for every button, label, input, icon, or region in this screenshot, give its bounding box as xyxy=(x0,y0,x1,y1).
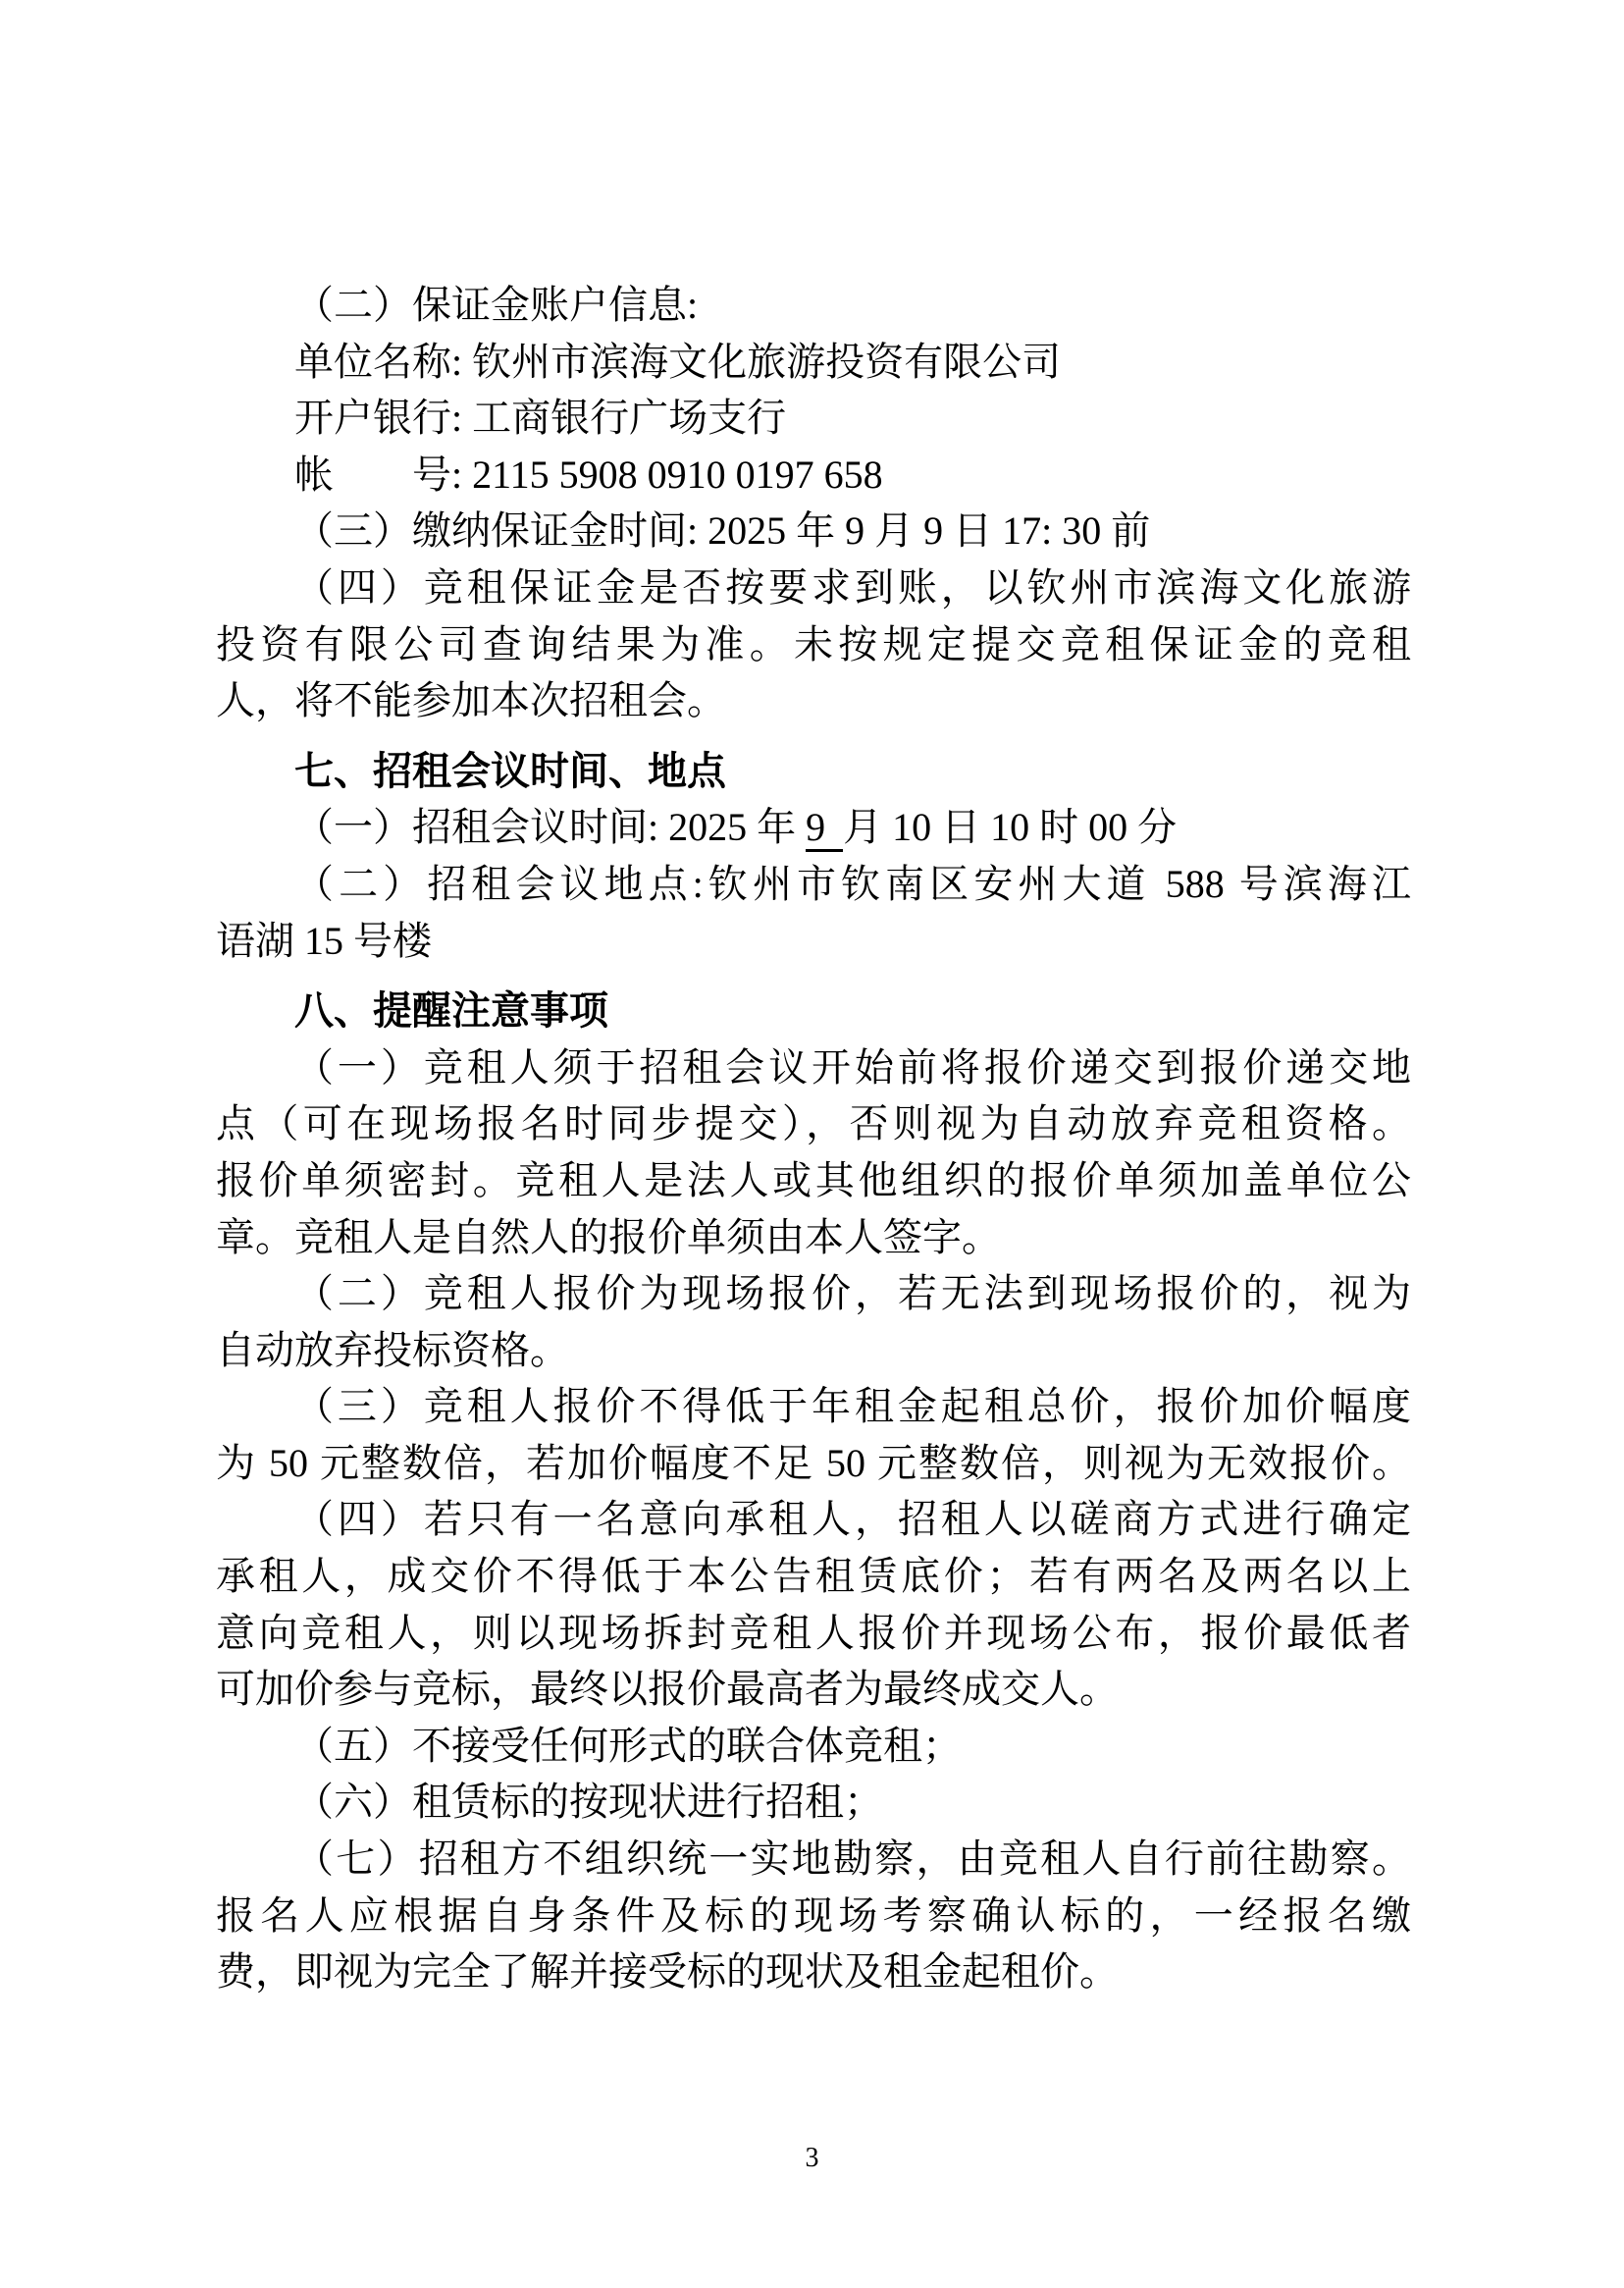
notice-item4-line-1: （四）若只有一名意向承租人，招租人以磋商方式进行确定 xyxy=(294,1497,1411,1542)
notice-item1-line-4: 章。竞租人是自然人的报价单须由本人签字。 xyxy=(216,1214,1001,1259)
notice-item5-line: （五）不接受任何形式的联合体竞租； xyxy=(294,1723,962,1768)
section8-heading: 八、提醒注意事项 xyxy=(294,988,608,1034)
page-number: 3 xyxy=(805,2143,819,2173)
notice-item4-line-3: 意向竞租人，则以现场拆封竞租人报价并现场公布，报价最低者 xyxy=(216,1610,1411,1655)
notice-item6-line: （六）租赁标的按现状进行招租； xyxy=(294,1780,883,1825)
meeting-place-line-2: 语湖 15 号楼 xyxy=(216,918,432,963)
meeting-time-prefix: （一）招租会议时间: 2025 年 xyxy=(294,805,807,850)
notice-item1-line-3: 报价单须密封。竞租人是法人或其他组织的报价单须加盖单位公 xyxy=(216,1157,1411,1202)
document-body xyxy=(216,277,1411,2000)
deposit-check-line-3: 人，将不能参加本次招租会。 xyxy=(216,678,726,723)
meeting-place-line-1: （二）招租会议地点:钦州市钦南区安州大道 588 号滨海江 xyxy=(294,861,1411,906)
deposit-check-line-1: （四）竞租保证金是否按要求到账，以钦州市滨海文化旅游 xyxy=(294,564,1411,610)
section7-heading: 七、招租会议时间、地点 xyxy=(294,748,726,793)
notice-item1-line-1: （一）竞租人须于招租会议开始前将报价递交到报价递交地 xyxy=(294,1044,1411,1090)
notice-item7-line-3: 费，即视为完全了解并接受标的现状及租金起租价。 xyxy=(216,1949,1119,1995)
deposit-account-number: 帐 号: 2115 5908 0910 0197 658 xyxy=(294,452,883,497)
notice-item7-line-1: （七）招租方不组织统一实地勘察，由竞租人自行前往勘察。 xyxy=(294,1836,1411,1882)
notice-item3-line-1: （三）竞租人报价不得低于年租金起租总价，报价加价幅度 xyxy=(294,1384,1411,1429)
notice-item7-line-2: 报名人应根据自身条件及标的现场考察确认标的，一经报名缴 xyxy=(216,1892,1411,1938)
deposit-account-title: （二）保证金账户信息: xyxy=(294,283,699,327)
meeting-time-month-underlined: 9 xyxy=(806,805,843,852)
meeting-time-suffix: 月 10 日 10 时 00 分 xyxy=(843,805,1178,850)
notice-item4-line-4: 可加价参与竞标，最终以报价最高者为最终成交人。 xyxy=(216,1667,1119,1712)
notice-item2-line-1: （二）竞租人报价为现场报价，若无法到现场报价的，视为 xyxy=(294,1271,1411,1316)
deposit-check-line-2: 投资有限公司查询结果为准。未按规定提交竞租保证金的竞租 xyxy=(216,621,1411,666)
meeting-time-line xyxy=(216,799,1411,856)
notice-item2-line-2: 自动放弃投标资格。 xyxy=(216,1327,569,1372)
notice-item1-line-2: 点（可在现场报名时同步提交），否则视为自动放弃竞租资格。 xyxy=(216,1101,1411,1146)
deposit-time-line: （三）缴纳保证金时间: 2025 年 9 月 9 日 17: 30 前 xyxy=(294,508,1151,554)
notice-item4-line-2: 承租人，成交价不得低于本公告租赁底价；若有两名及两名以上 xyxy=(216,1554,1411,1599)
deposit-account-bank: 开户银行: 工商银行广场支行 xyxy=(294,396,787,441)
notice-item3-line-2: 为 50 元整数倍，若加价幅度不足 50 元整数倍，则视为无效报价。 xyxy=(216,1440,1411,1485)
deposit-account-unit-name: 单位名称: 钦州市滨海文化旅游投资有限公司 xyxy=(294,339,1062,384)
